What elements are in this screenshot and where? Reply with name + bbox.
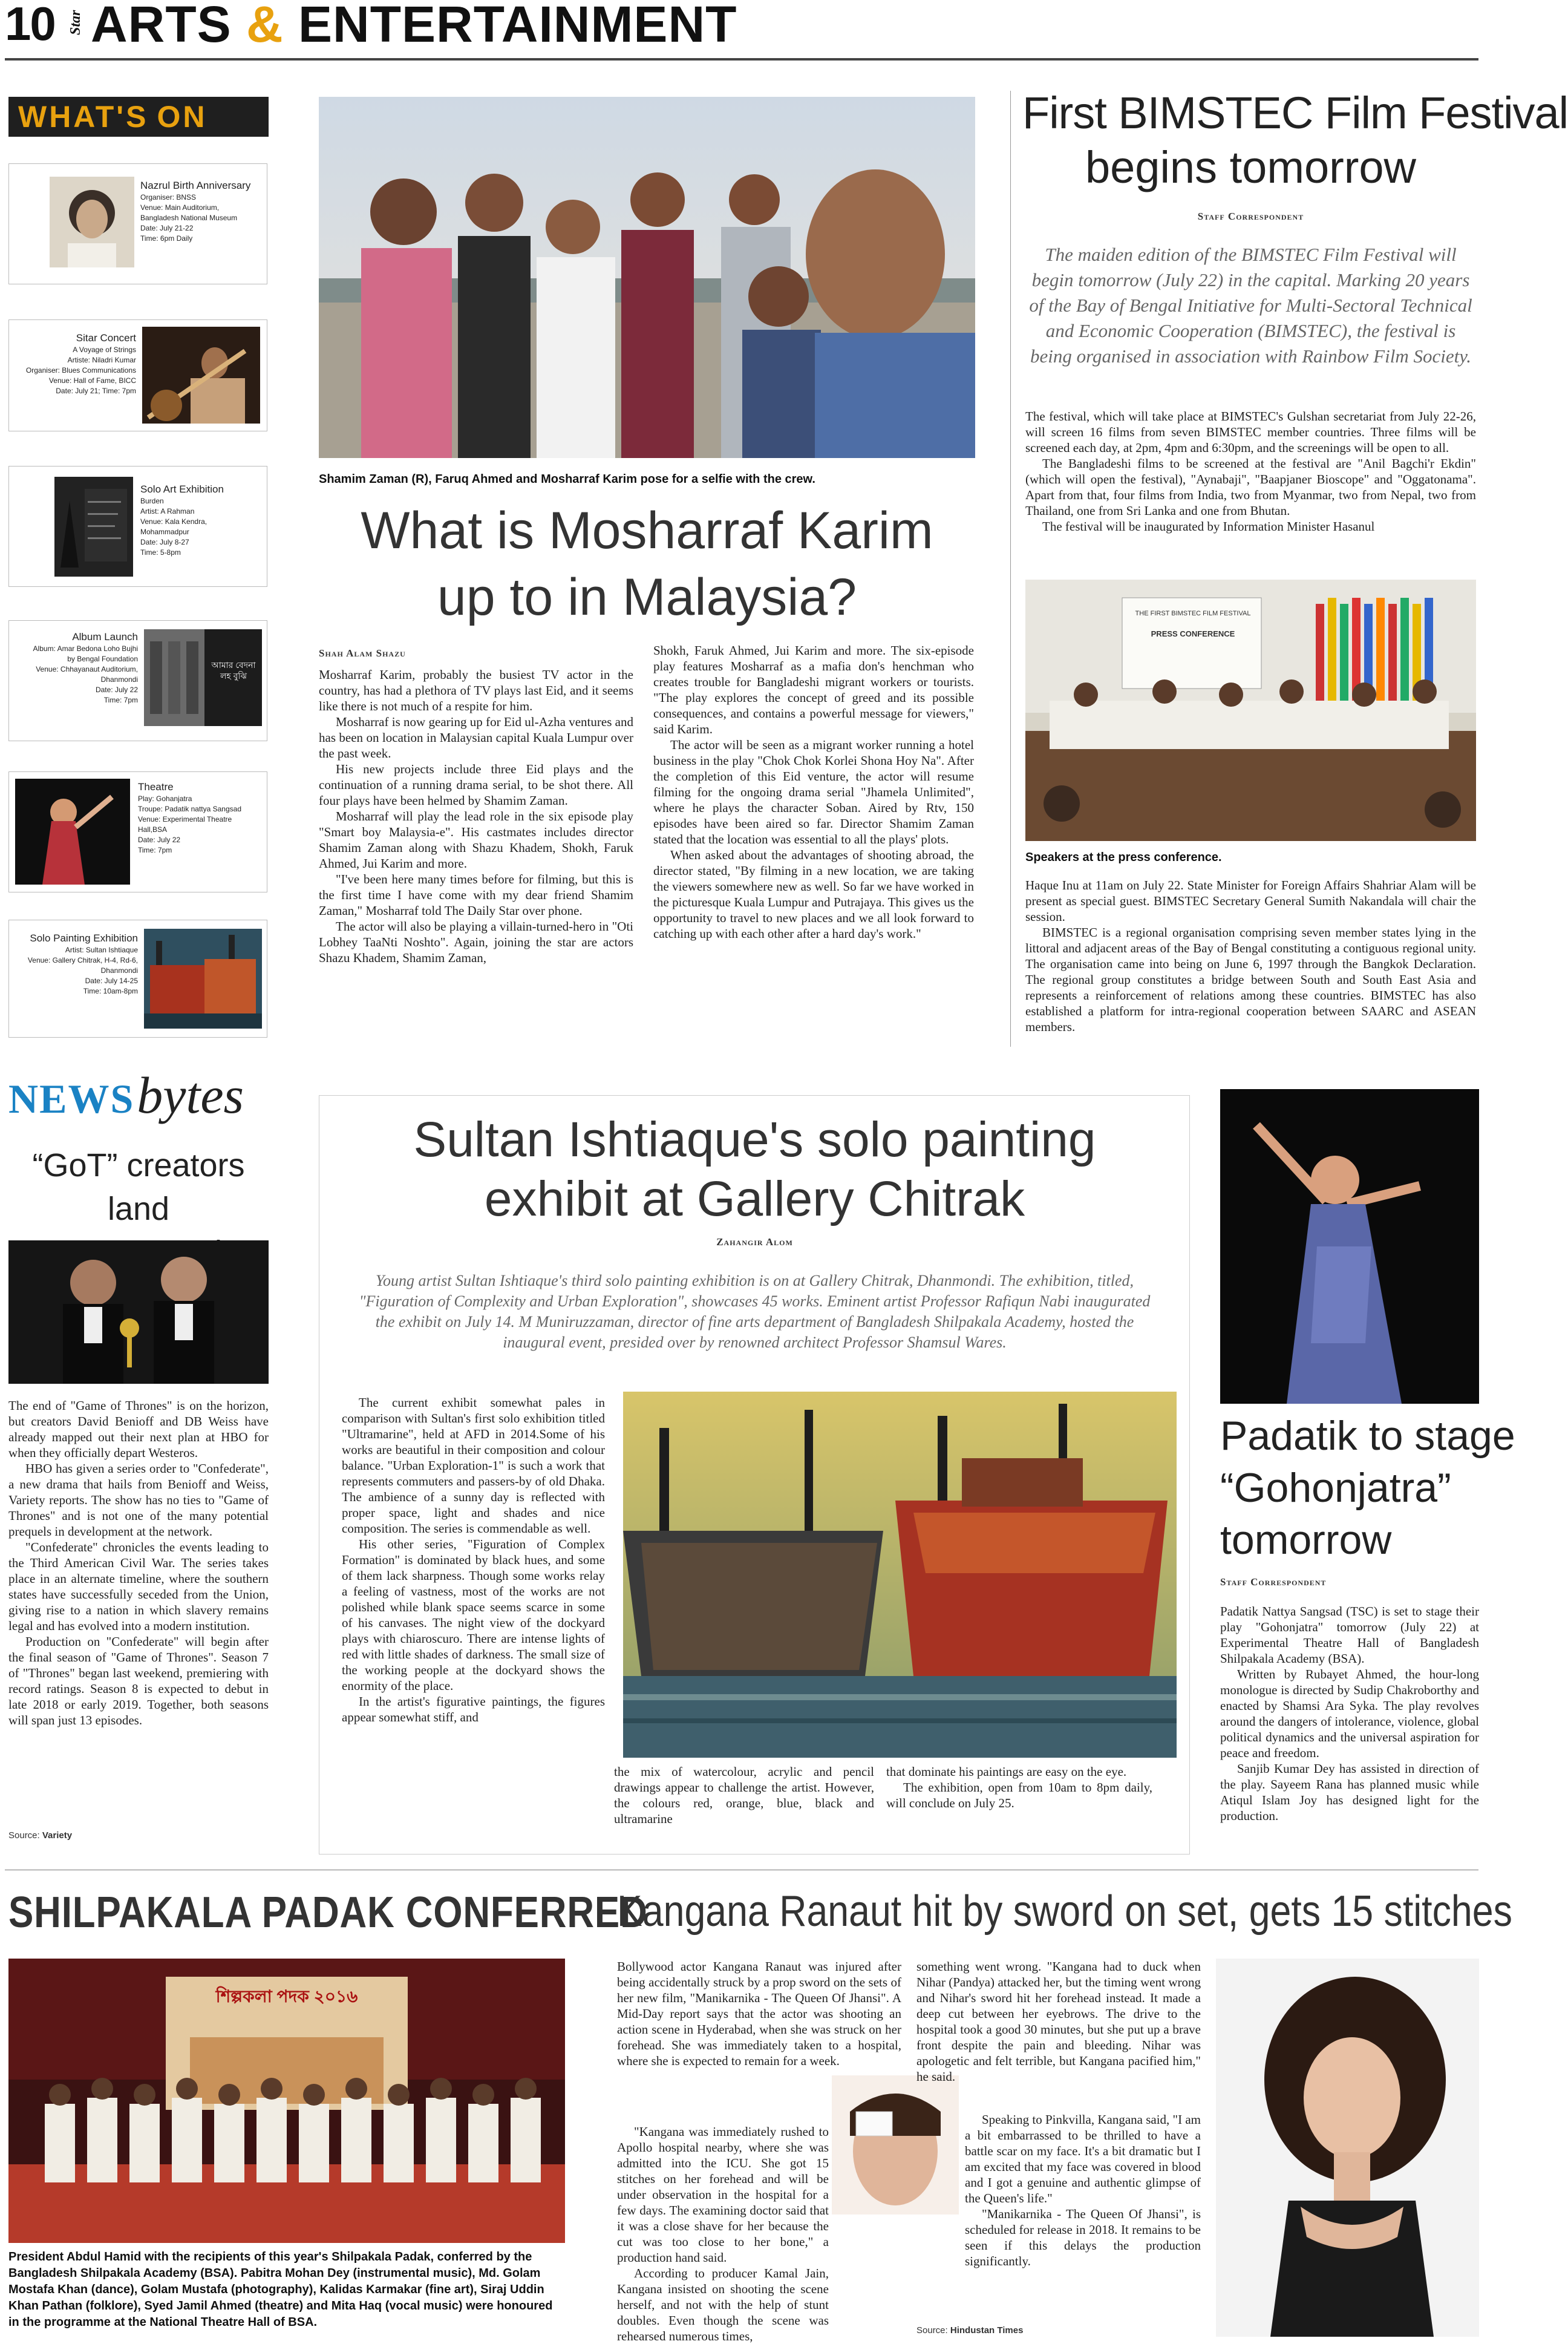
kangana-portrait-icon: [1216, 1959, 1479, 2337]
source-label: Source:: [916, 2325, 948, 2336]
event-line: Hall,BSA: [138, 825, 168, 834]
event-photo-solo-painting: [144, 929, 262, 1029]
shilpakala-stage-banner: শিল্পকলা পদক ২০১৬: [215, 1987, 358, 2006]
paragraph: "Kangana was immediately rushed to Apollo hospital nearby, where she was admitted into the ICU. She got 15 stitches on her forehead and will be under observation in the hospital for a few days. The examining doctor said that it was a close shave for her because the cut was too close to her bone," a production hand said.: [617, 2124, 829, 2265]
event-line: Time: 7pm: [103, 696, 138, 704]
event-title-nazrul: Nazrul Birth Anniversary: [140, 180, 251, 191]
mosharraf-byline: Shah Alam Shazu: [319, 647, 406, 659]
mosharraf-caption: Shamim Zaman (R), Faruq Ahmed and Mosharraf Karim pose for a selfie with the crew.: [319, 473, 815, 486]
sultan-byline: Zahangir Alom: [716, 1236, 793, 1248]
mosharraf-headline-line2: up to in Malaysia?: [437, 568, 857, 626]
event-line: Troupe: Padatik nattya Sangsad: [138, 805, 241, 813]
event-line: Venue: Kala Kendra,: [140, 517, 207, 526]
bimstec-col-bottom: [1025, 877, 1476, 1035]
kangana-inset-photo: [832, 2075, 959, 2215]
kangana-photo: [1216, 1959, 1479, 2337]
paragraph: The Bangladeshi films to be screened at the festival are "Anil Bagchi'r Ekdin" (which will open the festival), "Aynabaji", "Baapjaner Bioscope" and "Oggatonama". Apart from that, four films from India, two from Myanmar, two from Nepal, two from Thailand, one from Sri Lanka and one from Bhutan.: [1025, 456, 1476, 518]
section-title: [91, 0, 737, 54]
paragraph: The festival will be inaugurated by Information Minister Hasanul: [1042, 519, 1375, 534]
sultan-headline-line2: exhibit at Gallery Chitrak: [484, 1171, 1025, 1226]
padatik-headline-line3: tomorrow: [1220, 1517, 1392, 1563]
event-title-sitar: Sitar Concert: [76, 332, 136, 344]
event-photo-theatre: [15, 779, 130, 885]
sultan-headline-line1: Sultan Ishtiaque's solo painting: [413, 1112, 1096, 1167]
paragraph: Mosharraf is now gearing up for Eid ul-Azha ventures and has been on location in Malaysian capital Kuala Lumpur over the past week.: [319, 715, 633, 761]
dockyard-painting-icon: [144, 929, 262, 1029]
event-line: Time: 5-8pm: [140, 548, 181, 557]
bimstec-headline: [1022, 86, 1568, 195]
event-line: Time: 7pm: [138, 846, 172, 854]
masthead-logo: Star: [68, 10, 83, 35]
paragraph: Sanjib Kumar Dey has assisted in direction of the play. Sayeem Rana has planned music while Atiqul Islam Joy has designed light for the production.: [1220, 1761, 1479, 1823]
event-line: Artist: A Rahman: [140, 507, 195, 516]
sultan-col3: [886, 1764, 1152, 1811]
bimstec-headline-line2: begins tomorrow: [1085, 142, 1416, 192]
kangana-col2-top: something went wrong. "Kangana had to duck when Nihar (Pandya) attacked her, but the timing went wrong and Nihar's sword hit her forehead instead. It made a deep cut between her eyebrows. The drive to the hospital took a good 30 minutes, but she put up a brave front despite the pain and bleeding. Nihar was apologetic and felt terrible, but Kangana pacified him," he said.: [916, 1959, 1201, 2084]
section-title-entertainment: ENTERTAINMENT: [298, 0, 737, 53]
whats-on-banner: [8, 97, 269, 137]
paragraph: The exhibition, open from 10am to 8pm daily, will conclude on July 25.: [886, 1780, 1152, 1810]
newsbytes-source: [8, 1830, 72, 1841]
event-line: Dhanmondi: [100, 675, 138, 684]
event-line: Date: July 14-25: [85, 977, 138, 985]
event-line: by Bengal Foundation: [67, 655, 138, 663]
section-title-amp: &: [246, 0, 284, 53]
source-label: Source:: [8, 1830, 40, 1841]
event-line: Date: July 21-22: [140, 224, 194, 232]
newsbytes-photo: [8, 1240, 269, 1384]
bimstec-photo-banner2: PRESS CONFERENCE: [1151, 629, 1235, 638]
paragraph: HBO has given a series order to "Confederate", a new drama that hails from Benioff and Weiss, Variety reports. The show has no ties to "Game of Thrones" and is not one of the many potential prequels in development at the network.: [8, 1461, 269, 1539]
paragraph: The festival, which will take place at BIMSTEC's Gulshan secretariat from July 22-26, will screen 16 films from seven BIMSTEC member countries. Three films will be screened each day, at 2pm, 4pm and 6:30pm, and the screenings will be open to all.: [1025, 409, 1476, 455]
paragraph: In the artist's figurative paintings, the figures appear somewhat stiff, and: [342, 1694, 605, 1724]
event-line: Play: Gohanjatra: [138, 794, 192, 803]
paragraph: His new projects include three Eid plays and the continuation of a running drama serial, to be shot there. All four plays have been helmed by Shamim Zaman.: [319, 762, 633, 808]
bimstec-headline-line1: First BIMSTEC Film Festival: [1022, 88, 1568, 138]
padatik-headline-line1: Padatik to stage: [1220, 1413, 1515, 1459]
paragraph: The actor will be seen as a migrant worker running a hotel business in the play "Chok Chok Korlei Shona Hoy Na". After the completion of this Eid venture, the actor will resume filming for the ongoing drama serial "Jhamela Unlimited", where he plays the character Soban. Aired by Rtv, 150 episodes have been aired so far. Director Shamim Zaman stated that the location was essential to all the plays' plots.: [653, 738, 974, 846]
paragraph: Padatik Nattya Sangsad (TSC) is set to stage their play "Gohonjatra" tomorrow (July 22) at Experimental Theatre Hall of Bangladesh Shilpakala Academy (BSA).: [1220, 1604, 1479, 1666]
mosharraf-headline-line1: What is Mosharraf Karim: [361, 502, 933, 560]
event-line: Date: July 21; Time: 7pm: [56, 387, 136, 395]
nazrul-portrait-icon: [50, 177, 134, 267]
event-photo-solo-art: [54, 477, 133, 577]
page-number: 10: [5, 0, 55, 50]
event-line: Album: Amar Bedona Loho Bujhi: [33, 644, 138, 653]
paragraph: The current exhibit somewhat pales in comparison with Sultan's first solo exhibition titled "Ultramarine", held at AFD in 2014.Some of his works are beautiful in their composition and colour balance. "Urban Exploration-1" is such a work that represents commuters and passers-by of old Dhaka. The ambience of a sunny day is reflected with proper space, light and shades and nice composition. The series is commendable as well.: [342, 1395, 605, 1536]
theatre-performer-icon: [15, 779, 130, 885]
event-line: Time: 6pm Daily: [140, 234, 193, 243]
paragraph: "Confederate" chronicles the events leading to the Third American Civil War. The series takes place in an alternate timeline, where the southern states have successfully seceded from the Union, giving rise to a nation in which slavery remains legal and has evolved into a modern institution.: [8, 1540, 269, 1633]
sultan-headline: [327, 1110, 1183, 1229]
sultan-col1: [342, 1395, 605, 1725]
bimstec-byline: Staff Correspondent: [1197, 211, 1304, 222]
whats-on-title-a: WHAT'S: [18, 100, 149, 134]
event-line: Venue: Gallery Chitrak, H-4, Rd-6,: [27, 956, 138, 964]
event-line: Date: July 8-27: [140, 538, 189, 546]
paragraph: that dominate his paintings are easy on the eye.: [886, 1764, 1127, 1779]
event-line: Bangladesh National Museum: [140, 214, 238, 222]
paragraph: Production on "Confederate" will begin after the final season of "Game of Thrones". Season 7 of "Thrones" began last weekend, premiering with record ratings. Season 8 is expected to debut in late 2018 or early 2019. Together, both seasons will span just 13 episodes.: [8, 1634, 269, 1727]
paragraph: "I've been here many times before for filming, but this is the first time I have come with my dear friend Shamim Zaman," Mosharraf told The Daily Star over phone.: [319, 872, 633, 918]
bimstec-photo: [1025, 580, 1476, 841]
event-photo-sitar: [142, 327, 260, 424]
sultan-painting: [623, 1392, 1177, 1758]
paragraph: Written by Rubayet Ahmed, the hour-long monologue is directed by Sudip Chakroborthy and enacted by Shamsi Ara Syka. The play revolves around the dangers of intolerance, violence, global political dynamics and the universal aspiration for peace and freedom.: [1220, 1667, 1479, 1760]
mosharraf-col2: [653, 643, 974, 941]
selfie-group-icon: [319, 97, 975, 458]
event-line: Artiste: Niladri Kumar: [67, 356, 136, 364]
event-line: Venue: Hall of Fame, BICC: [48, 376, 136, 385]
mosharraf-col1: [319, 667, 633, 966]
event-line: Dhanmondi: [100, 966, 138, 975]
newsbytes-bytes: bytes: [137, 1066, 244, 1124]
event-line: Venue: Main Auditorium,: [140, 203, 220, 212]
kangana-source: [916, 2325, 1023, 2336]
padatik-byline: Staff Correspondent: [1220, 1576, 1327, 1588]
paragraph: The end of "Game of Thrones" is on the horizon, but creators David Benioff and DB Weiss have already mapped out their next plan at HBO for when they officially depart Westeros.: [8, 1398, 269, 1460]
newsbytes-body: [8, 1398, 269, 1728]
sultan-intro: Young artist Sultan Ishtiaque's third solo painting exhibition is on at Gallery Chitrak, Dhanmondi. The exhibition, titled, "Figuration of Complexity and Urban Exploration", showcases 45 works. Eminent artist Professor Rafiqun Nabi inaugurated the exhibit on July 14. M Muniruzzaman, director of fine arts department of Bangladesh Shilpakala Academy, hosted the inaugural event, presided over by renowned architect Professor Shamsul Wares.: [359, 1272, 1151, 1351]
bimstec-photo-banner: THE FIRST BIMSTEC FILM FESTIVAL: [1135, 610, 1251, 617]
paragraph: "Manikarnika - The Queen Of Jhansi", is scheduled for release in 2018. It remains to be seen if this delays the production significantly.: [965, 2207, 1201, 2268]
event-line: Mohammadpur: [140, 528, 189, 536]
event-line: Organiser: BNSS: [140, 193, 197, 201]
whats-on-title-b: ON: [157, 100, 207, 134]
column-divider: [1010, 91, 1011, 1047]
event-line: Time: 10am-8pm: [83, 987, 138, 995]
emmy-winners-icon: [8, 1240, 269, 1384]
event-title-solo-painting: Solo Painting Exhibition: [30, 932, 138, 944]
mosharraf-photo: [319, 97, 975, 458]
newsbytes-headline-line1: “GoT” creators land: [32, 1147, 245, 1227]
art-poster-icon: [54, 477, 133, 577]
source-name: Variety: [42, 1830, 73, 1841]
event-title-theatre: Theatre: [138, 781, 174, 793]
paragraph: Haque Inu at 11am on July 22. State Minister for Foreign Affairs Shahriar Alam will be present as special guest. BIMSTEC Secretary General Sumith Nakandala will chair the session.: [1025, 878, 1476, 924]
bimstec-caption: Speakers at the press conference.: [1025, 851, 1222, 864]
bimstec-intro: The maiden edition of the BIMSTEC Film Festival will begin tomorrow (July 22) in the capital. Marking 20 years of the Bay of Bengal Initiative for Multi-Sectoral Technical and Economic Cooperation (BIMSTEC), the festival is being organised in association with Rainbow Film Society.: [1029, 244, 1472, 367]
paragraph: BIMSTEC is a regional organisation comprising seven member states lying in the littoral and adjacent areas of the Bay of Bengal constituting a contiguous regional unity. The organisation came into being on June 6, 1997 through the Bangkok Declaration. The regional group constitutes a bridge between South and South East Asia and represents a reinforcement of relations among these countries. BIMSTEC has also established a platform for intra-regional cooperation between SAARC and ASEAN members.: [1025, 925, 1476, 1034]
bandaged-face-icon: [832, 2075, 959, 2215]
event-title-solo-art: Solo Art Exhibition: [140, 483, 224, 495]
event-title-album: Album Launch: [72, 631, 138, 643]
paragraph: His other series, "Figuration of Complex Formation" is dominated by black hues, and some of them lack sharpness. Though some works relay a feeling of vastness, most of the works are not polished while blank space seems scarce in some of his canvases. The night view of the dockyard plays with chiaroscuro. There are intense lights of red with little shades of darkness. The small size of the working people at the dockyard shows the enormity of the place.: [342, 1537, 605, 1693]
header-rule: [5, 58, 1478, 61]
paragraph: Mosharraf Karim, probably the busiest TV actor in the country, has had a plethora of TV plays last Eid, and it seems like there is not much of a respite for him.: [319, 667, 633, 713]
event-line: Date: July 22: [138, 836, 181, 844]
newsbytes-news: NEWS: [8, 1076, 135, 1122]
paragraph: Shokh, Faruk Ahmed, Jui Karim and more. The six-episode play features Mosharraf as a mafia don's henchman who creates trouble for Bangladeshi migrant workers or tourists. "The play explores the concept of greed and its possible consequences, and contains a powerful message for viewers," said Karim.: [653, 643, 974, 736]
sitar-player-icon: [142, 327, 260, 424]
album-poster-text: আমার বেদনা লহ বুঝি: [211, 660, 256, 681]
paragraph: The actor will also be playing a villain-turned-hero in "Oti Lobhey TaaNti Noshto". Again, joining the star are actors Shazu Khadem, Shamim Zaman,: [319, 919, 633, 965]
shilpakala-headline: SHILPAKALA PADAK CONFERRED: [8, 1888, 648, 1937]
bimstec-col-top: [1025, 408, 1476, 534]
padatik-body: [1220, 1603, 1479, 1824]
shilpakala-caption: President Abdul Hamid with the recipients of this year's Shilpakala Padak, conferred by the Bangladesh Shilpakala Academy (BSA). Pabitra Mohan Dey (instrumental music), Md. Golam Mostafa Khan (dance), Golam Mustafa (photography), Kalidas Karmakar (fine art), Siraj Uddin Khan Pathan (folklore), Syed Jamil Ahmed (theatre) and Mita Haq (vocal music) were honoured in the programme at the National Theatre Hall of BSA.: [8, 2250, 553, 2329]
event-line: A Voyage of Strings: [73, 345, 136, 354]
padatik-headline: [1220, 1410, 1515, 1566]
mosharraf-headline: [319, 497, 975, 630]
paragraph: Speaking to Pinkvilla, Kangana said, "I am a bit embarrassed to be thrilled to have a battle scar on my face. It's a bit dramatic but I am excited that my face was covered in blood and I got a genuine and authentic glimpse of the Queen's life.": [965, 2112, 1201, 2205]
kangana-col1-top: Bollywood actor Kangana Ranaut was injured after being accidentally struck by a prop sword on the sets of her new film, "Manikarnika - The Queen Of Jhansi". A Mid-Day report says that the actor was shooting an action scene in Hyderabad, when she was struck on her forehead. She was immediately taken to a hospital, where she is expected to remain for a week.: [617, 1959, 901, 2068]
event-line: Venue: Experimental Theatre: [138, 815, 232, 823]
kangana-col2-wrap: [965, 2112, 1201, 2269]
event-line: Date: July 22: [95, 686, 138, 694]
event-line: Organiser: Blues Communications: [25, 366, 136, 375]
padatik-photo: [1220, 1089, 1479, 1404]
press-conference-icon: [1025, 580, 1476, 841]
event-line: Artist: Sultan Ishtiaque: [65, 946, 138, 954]
padatik-headline-line2: “Gohonjatra”: [1220, 1465, 1451, 1511]
dockyard-ships-painting-icon: [623, 1392, 1177, 1758]
paragraph: Mosharraf will play the lead role in the six episode play "Smart boy Malaysia-e". His castmates includes director Shamim Zaman along with Shazu Khadem, Shokh, Faruk Ahmed, Jui Karim and more.: [319, 809, 633, 871]
source-name: Hindustan Times: [950, 2325, 1024, 2336]
paragraph: When asked about the advantages of shooting abroad, the director stated, "By filming in a new location, we are taking the viewers somewhere new as well. So far we have worked in the picturesque Kuala Lumpur and Putrajaya. This gives us the opportunity to travel to new places and we all look forward to catching up with each other after a hard day's work.": [653, 848, 974, 941]
section-title-arts: ARTS: [91, 0, 232, 53]
event-line: Burden: [140, 497, 164, 505]
kangana-col1-wrap: [617, 2124, 829, 2344]
sultan-col2: the mix of watercolour, acrylic and pencil drawings appear to challenge the artist. However, the colours red, orange, blue, black and ultramarine: [614, 1764, 874, 1826]
actress-performing-icon: [1220, 1089, 1479, 1404]
kangana-headline: Kangana Ranaut hit by sword on set, gets 15 stitches: [617, 1887, 1512, 1936]
event-photo-nazrul: [50, 177, 134, 267]
paragraph: According to producer Kamal Jain, Kangana insisted on shooting the scene herself, and not with the help of stunt doubles. Even though the scene was rehearsed numerous times,: [617, 2266, 829, 2343]
newsbytes-label: [8, 1065, 244, 1125]
event-line: Venue: Chhayanaut Auditorium,: [36, 665, 138, 673]
